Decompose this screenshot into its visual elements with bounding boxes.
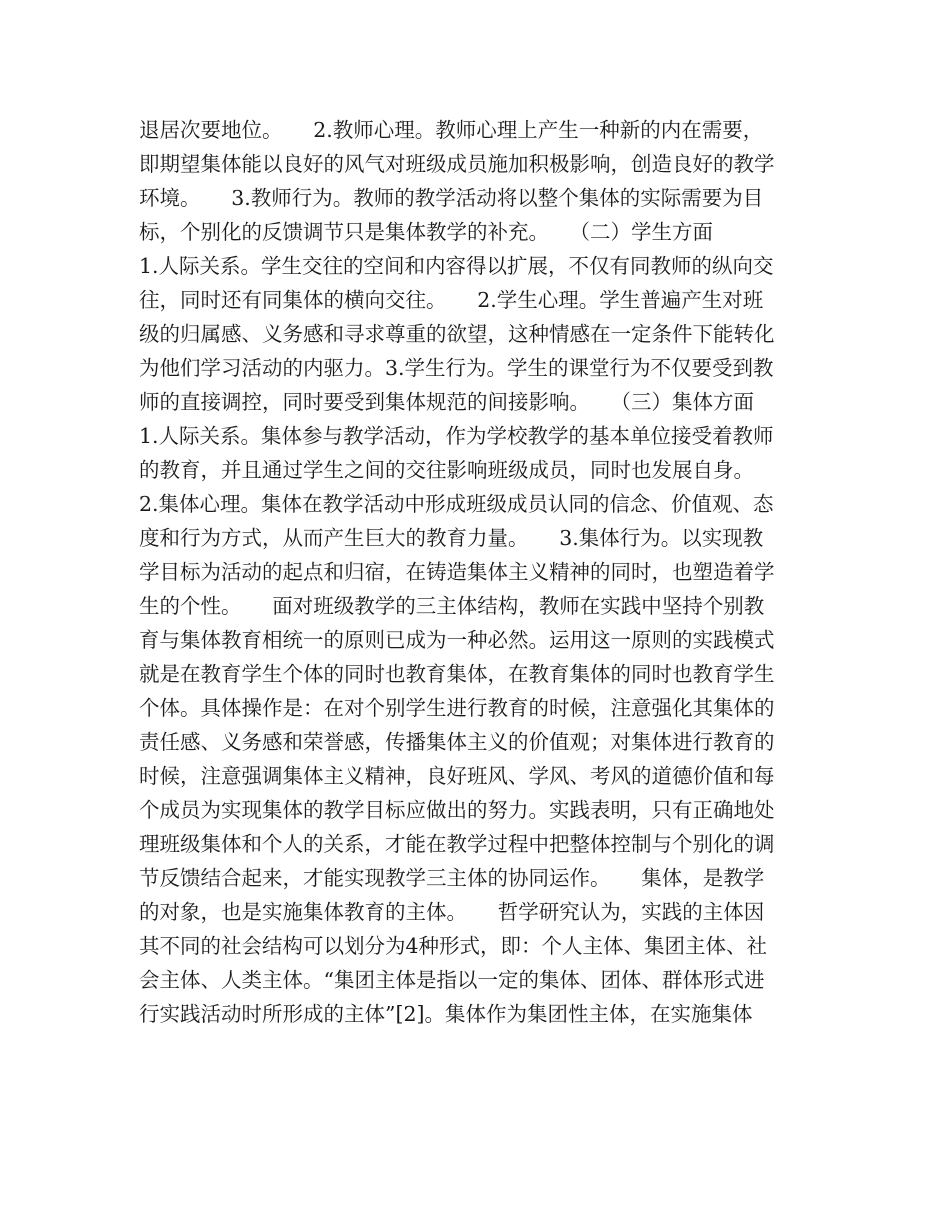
text-line: 即期望集体能以良好的风气对班级成员施加积极影响，创造良好的教学 bbox=[139, 152, 775, 176]
text-line: 环境。 3.教师行为。教师的教学活动将以整个集体的实际需要为目 bbox=[139, 186, 764, 210]
text-line: 行实践活动时所形成的主体”[2]。集体作为集团性主体，在实施集体 bbox=[139, 1002, 753, 1026]
text-line: 级的归属感、义务感和寻求尊重的欲望，这种情感在一定条件下能转化 bbox=[139, 322, 775, 346]
text-line: 1.人际关系。学生交往的空间和内容得以扩展，不仅有同教师的纵向交 bbox=[139, 254, 774, 278]
text-line: 个成员为实现集体的教学目标应做出的努力。实践表明，只有正确地处 bbox=[139, 798, 775, 822]
text-line: 时候，注意强调集体主义精神，良好班风、学风、考风的道德价值和每 bbox=[139, 764, 775, 788]
text-line: 学目标为活动的起点和归宿，在铸造集体主义精神的同时，也塑造着学 bbox=[139, 560, 775, 584]
text-line: 为他们学习活动的内驱力。3.学生行为。学生的课堂行为不仅要受到教 bbox=[139, 356, 774, 380]
text-line: 个体。具体操作是：在对个别学生进行教育的时候，注意强化其集体的 bbox=[139, 696, 775, 720]
text-line: 1.人际关系。集体参与教学活动，作为学校教学的基本单位接受着教师 bbox=[139, 424, 774, 448]
text-line: 节反馈结合起来，才能实现教学三主体的协同运作。 集体，是教学 bbox=[139, 866, 765, 890]
text-line: 责任感、义务感和荣誉感，传播集体主义的价值观；对集体进行教育的 bbox=[139, 730, 775, 754]
text-line: 往，同时还有同集体的横向交往。 2.学生心理。学生普遍产生对班 bbox=[139, 288, 764, 312]
text-line: 育与集体教育相统一的原则已成为一种必然。运用这一原则的实践模式 bbox=[139, 628, 775, 652]
text-line: 理班级集体和个人的关系，才能在教学过程中把整体控制与个别化的调 bbox=[139, 832, 775, 856]
text-line: 生的个性。 面对班级教学的三主体结构，教师在实践中坚持个别教 bbox=[139, 594, 765, 618]
text-line: 退居次要地位。 2.教师心理。教师心理上产生一种新的内在需要， bbox=[139, 118, 764, 142]
text-line: 的对象，也是实施集体教育的主体。 哲学研究认为，实践的主体因 bbox=[139, 900, 765, 924]
text-line: 就是在教育学生个体的同时也教育集体，在教育集体的同时也教育学生 bbox=[139, 662, 775, 686]
text-line: 标，个别化的反馈调节只是集体教学的补充。 （二）学生方面 bbox=[139, 220, 713, 244]
text-line: 会主体、人类主体。“集团主体是指以一定的集体、团体、群体形式进 bbox=[139, 968, 765, 992]
text-line: 师的直接调控，同时要受到集体规范的间接影响。 （三）集体方面 bbox=[139, 390, 754, 414]
text-line: 2.集体心理。集体在教学活动中形成班级成员认同的信念、价值观、态 bbox=[139, 492, 774, 516]
text-line: 的教育，并且通过学生之间的交往影响班级成员，同时也发展自身。 bbox=[139, 458, 754, 482]
body-text bbox=[139, 113, 819, 1031]
text-line: 其不同的社会结构可以划分为4种形式，即：个人主体、集团主体、社 bbox=[139, 934, 768, 958]
text-line: 度和行为方式，从而产生巨大的教育力量。 3.集体行为。以实现教 bbox=[139, 526, 764, 550]
